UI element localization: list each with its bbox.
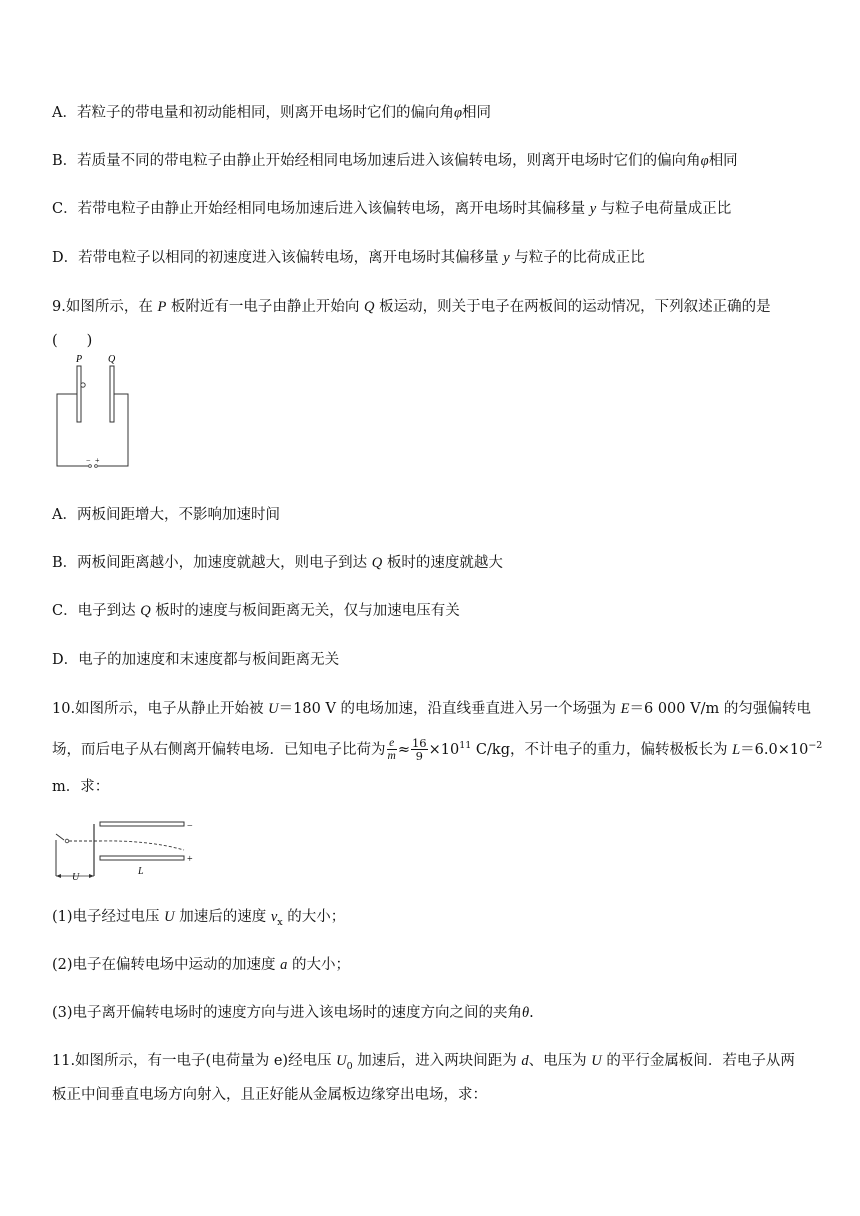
- q10-label-l: L: [138, 866, 144, 877]
- q10-s1-text: 加速后的速度: [174, 909, 271, 925]
- q8-option-d-text: D．若带电粒子以相同的初速度进入该偏转电场，离开电场时其偏移量: [52, 250, 504, 266]
- q9-stem-part: 板运动，则关于电子在两板间的运动情况，下列叙述正确的是: [374, 299, 771, 315]
- q10-text: C/kg，不计电子的重力，偏转极板长为: [471, 741, 733, 758]
- q10-var-e: E: [620, 701, 630, 717]
- q9-option-b: [52, 553, 503, 573]
- q10-s3-var-theta: θ: [522, 1005, 530, 1021]
- q10-stem-line3: m．求：: [52, 779, 110, 795]
- q10-var-l: L: [732, 741, 741, 758]
- q9-option-c: [52, 601, 460, 621]
- q9-option-d: D．电子的加速度和末速度都与板间距离无关: [52, 652, 340, 668]
- q10-exponent: −2: [808, 740, 823, 751]
- q9-figure-label-p: P: [76, 354, 83, 365]
- q9-plus-sign: +: [95, 456, 100, 465]
- q8-option-a-text: A．若粒子的带电量和初动能相同，则离开电场时它们的偏向角: [52, 105, 454, 121]
- q10-stem-line1: [52, 699, 811, 719]
- approx-sign: ≈: [397, 741, 410, 758]
- q10-text: 场，而后电子从右侧离开偏转电场．已知电子比荷为: [52, 741, 386, 758]
- q9-stem-var-q: Q: [364, 299, 375, 315]
- q8-option-b-suffix: 相同: [708, 153, 738, 169]
- q11-text: 加速后，进入两块间距为: [352, 1053, 522, 1069]
- q10-text: 10.如图所示，电子从静止开始被: [52, 701, 269, 717]
- q10-var-u: U: [268, 701, 279, 717]
- q8-option-d-suffix: 与粒子的比荷成正比: [509, 250, 645, 266]
- q9-minus-sign: −: [86, 456, 91, 465]
- q10-s1-var-v: v: [270, 909, 278, 925]
- q10-text: ×10: [428, 741, 460, 758]
- q10-s3-text: (3)电子离开偏转电场时的速度方向与进入该电场时的速度方向之间的夹角: [52, 1005, 523, 1021]
- q9-stem: [52, 297, 771, 317]
- q9-plate-p: [77, 366, 81, 422]
- q9-electron: [81, 383, 85, 387]
- fraction-numerator: e: [387, 737, 397, 750]
- q8-option-d-var: y: [503, 250, 510, 266]
- q10-s1-subscript: x: [277, 916, 283, 928]
- q9-option-a: A．两板间距增大，不影响加速时间: [52, 507, 280, 523]
- q10-electron-trajectory: [69, 841, 184, 850]
- fraction-numerator: 16: [411, 736, 427, 751]
- q8-option-a-suffix: 相同: [462, 105, 492, 121]
- q8-option-a: [52, 103, 491, 123]
- q10-stem-line2: [52, 736, 822, 762]
- q10-minus-sign: −: [187, 821, 193, 832]
- q11-subscript: 0: [346, 1060, 353, 1072]
- q8-option-c-suffix: 与粒子电荷量成正比: [596, 201, 732, 217]
- q11-stem-line1: [52, 1051, 795, 1077]
- q9-stem-part: 9.如图所示，在: [52, 299, 158, 315]
- q10-text: ＝180 V 的电场加速，沿直线垂直进入另一个场强为: [278, 701, 621, 717]
- q9-figure-label-q: Q: [108, 354, 116, 365]
- q11-var-u0: U: [336, 1053, 347, 1069]
- q10-subquestion-2: [52, 955, 350, 975]
- q10-charge-mass-fraction: [387, 737, 397, 762]
- q8-option-b-text: B．若质量不同的带电粒子由静止开始经相同电场加速后进入该偏转电场，则离开电场时它们的偏向角: [52, 153, 701, 169]
- q10-label-u: U: [72, 872, 80, 883]
- q11-text: 、电压为: [528, 1053, 592, 1069]
- q10-u-arrow-right: [89, 874, 94, 878]
- q10-u-arrow-left: [56, 874, 61, 878]
- q10-upper-plate: [100, 822, 184, 826]
- q10-value-fraction: [411, 737, 428, 762]
- q11-var-d: d: [521, 1053, 529, 1069]
- q9-option-c-text: C．电子到达: [52, 603, 141, 619]
- q9-circuit-wire: [57, 394, 128, 466]
- q9-option-c-text: 板时的速度与板间距离无关，仅与加速电压有关: [150, 603, 460, 619]
- q9-option-b-var: Q: [371, 555, 383, 571]
- q10-s1-text: (1)电子经过电压: [52, 909, 165, 925]
- q10-s3-text: .: [529, 1005, 534, 1021]
- q8-option-b: [52, 151, 738, 171]
- fraction-denominator: 9: [415, 749, 423, 764]
- q9-answer-bracket: ( ): [52, 333, 93, 349]
- q10-s1-text: 的大小；: [282, 909, 346, 925]
- q10-lower-plate: [100, 856, 184, 860]
- q8-option-b-var: φ: [700, 153, 709, 169]
- q8-option-a-var: φ: [453, 105, 463, 121]
- q10-text: ＝6 000 V/m 的匀强偏转电: [629, 701, 811, 717]
- q11-text: 的平行金属板间．若电子从两: [601, 1053, 795, 1069]
- q9-option-b-text: B．两板间距离越小，加速度就越大，则电子到达: [52, 555, 372, 571]
- q9-option-b-text: 板时的速度就越大: [382, 555, 503, 571]
- q11-var-u: U: [591, 1053, 602, 1069]
- q11-text: 11.如图所示，有一电子(电荷量为 e)经电压: [52, 1053, 337, 1069]
- q10-source-lead: [56, 834, 64, 840]
- q10-s2-text: (2)电子在偏转电场中运动的加速度: [52, 957, 281, 973]
- q10-subquestion-3: [52, 1003, 534, 1023]
- fraction-denominator: m: [387, 750, 396, 763]
- q10-s2-var-a: a: [280, 957, 288, 973]
- q9-terminal-pos: [95, 465, 98, 468]
- q8-option-d: [52, 248, 645, 268]
- q10-text: ＝6.0×10: [740, 741, 809, 758]
- q9-terminal-neg: [89, 465, 92, 468]
- q9-stem-part: 板附近有一电子由静止开始向: [166, 299, 365, 315]
- q8-option-c-text: C．若带电粒子由静止开始经相同电场加速后进入该偏转电场，离开电场时其偏移量: [52, 201, 590, 217]
- q9-figure-plates-circuit: [50, 350, 140, 472]
- q9-stem-var-p: P: [157, 299, 167, 315]
- q10-plus-sign: +: [187, 854, 193, 865]
- q11-stem-line2: 板正中间垂直电场方向射入，且正好能从金属板边缘穿出电场，求：: [52, 1087, 487, 1103]
- q10-exponent: 11: [459, 740, 472, 751]
- q10-electron-source: [65, 839, 69, 843]
- q9-plate-q: [110, 366, 114, 422]
- q9-option-c-var: Q: [140, 603, 151, 619]
- q10-s2-text: 的大小；: [287, 957, 351, 973]
- q8-option-c-var: y: [589, 201, 597, 217]
- q10-s1-var-u: U: [164, 909, 175, 925]
- q10-subquestion-1: [52, 907, 345, 933]
- q10-figure-deflection: [48, 814, 208, 886]
- q8-option-c: [52, 199, 731, 219]
